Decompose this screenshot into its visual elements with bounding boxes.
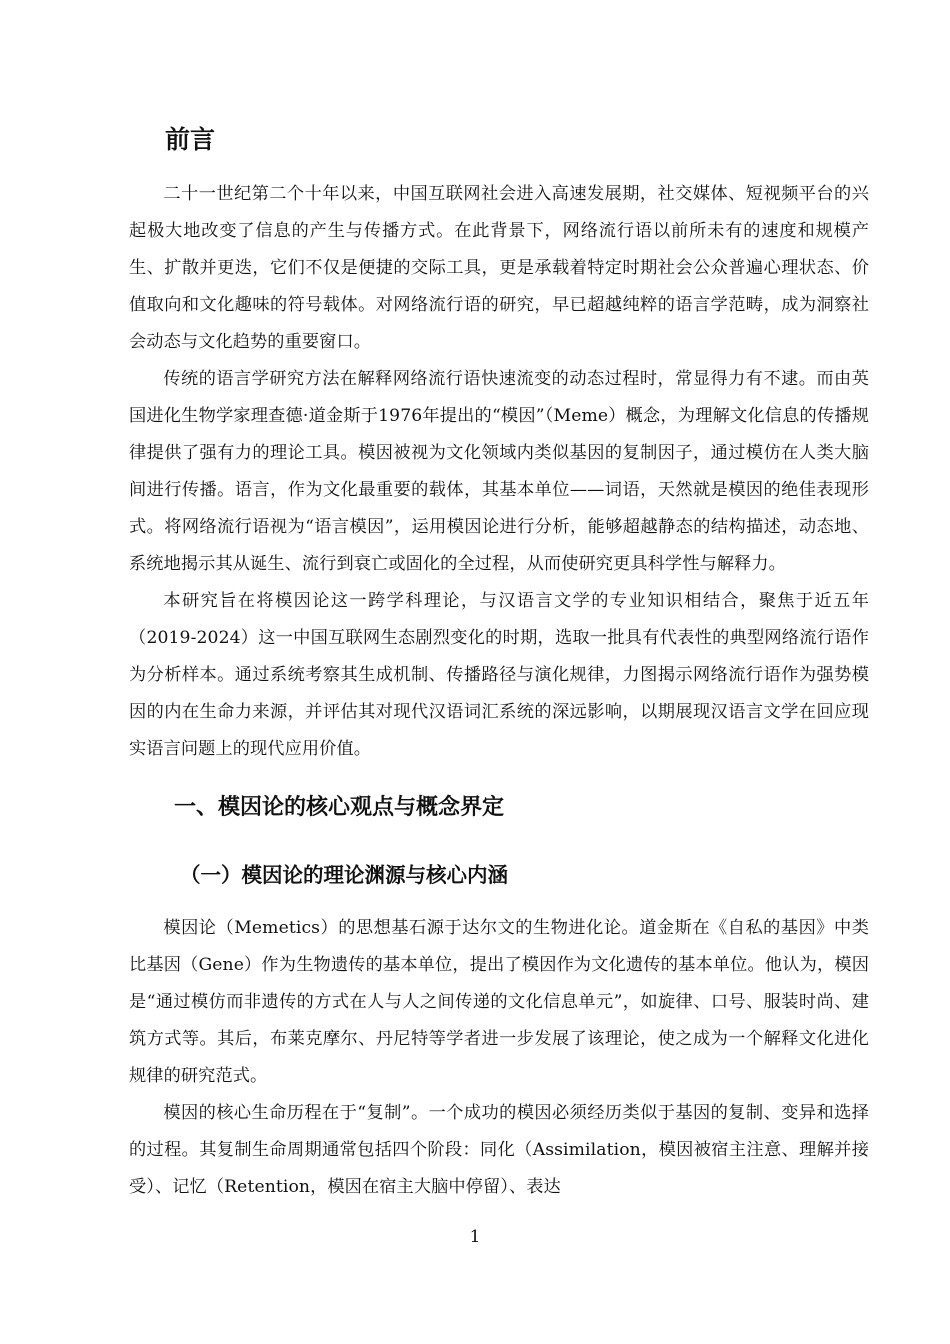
body-paragraph-1: 模因论（Memetics）的思想基石源于达尔文的生物进化论。道金斯在《自私的基因》中类比基因（Gene）作为生物遗传的基本单位，提出了模因作为文化遗传的基本单位。他认为，模因是“通过模仿而非遗传的方式在人与人之间传递的文化信息单元”，如旋律、口号、服装时尚、建筑方式等。其后，布莱克摩尔、丹尼特等学者进一步发展了该理论，使之成为一个解释文化进化规律的研究范式。	[129, 918, 869, 1086]
preface-paragraph-3: 本研究旨在将模因论这一跨学科理论，与汉语言文学的专业知识相结合，聚焦于近五年（2019-2024）这一中国互联网生态剧烈变化的时期，选取一批具有代表性的典型网络流行语作为分析样本。通过系统考察其生成机制、传播路径与演化规律，力图揭示网络流行语作为强势模因的内在生命力来源，并评估其对现代汉语词汇系统的深远影响，以期展现汉语言文学在回应现实语言问题上的现代应用价值。	[129, 591, 869, 759]
preface-paragraph-1: 二十一世纪第二个十年以来，中国互联网社会进入高速发展期，社交媒体、短视频平台的兴起极大地改变了信息的产生与传播方式。在此背景下，网络流行语以前所未有的速度和规模产生、扩散并更迭，它们不仅是便捷的交际工具，更是承载着特定时期社会公众普遍心理状态、价值取向和文化趣味的符号载体。对网络流行语的研究，早已超越纯粹的语言学范畴，成为洞察社会动态与文化趋势的重要窗口。	[129, 184, 869, 352]
preface-title: 前言	[165, 125, 216, 154]
section-heading: 一、模因论的核心观点与概念界定	[174, 795, 505, 820]
document-body	[129, 118, 869, 1206]
preface-paragraph-2: 传统的语言学研究方法在解释网络流行语快速流变的动态过程时，常显得力有不逮。而由英国进化生物学家理查德·道金斯于1976年提出的“模因”（Meme）概念，为理解文化信息的传播规律提供了强有力的理论工具。模因被视为文化领域内类似基因的复制因子，通过模仿在人类大脑间进行传播。语言，作为文化最重要的载体，其基本单位——词语，天然就是模因的绝佳表现形式。将网络流行语视为“语言模因”，运用模因论进行分析，能够超越静态的结构描述，动态地、系统地揭示其从诞生、流行到衰亡或固化的全过程，从而使研究更具科学性与解释力。	[129, 369, 869, 574]
subsection-heading: （一）模因论的理论渊源与核心内涵	[180, 863, 508, 887]
page-number: 1	[469, 1227, 481, 1247]
body-paragraph-2: 模因的核心生命历程在于“复制”。一个成功的模因必须经历类似于基因的复制、变异和选择的过程。其复制生命周期通常包括四个阶段：同化（Assimilation，模因被宿主注意、理解并接受）、记忆（Retention，模因在宿主大脑中停留）、表达	[129, 1103, 869, 1197]
